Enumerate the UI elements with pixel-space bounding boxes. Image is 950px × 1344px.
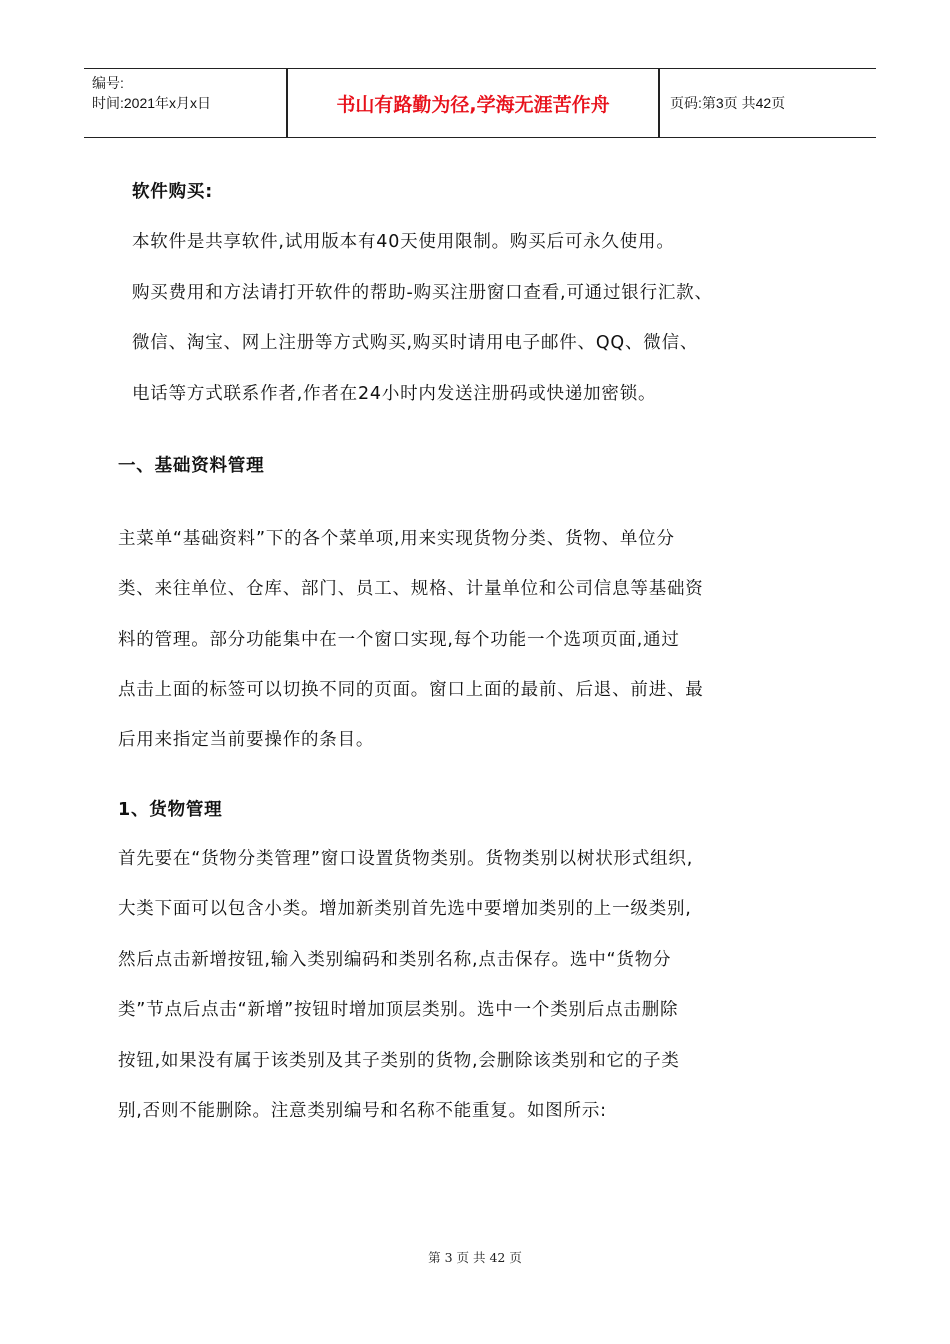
purchase-line: 购买费用和方法请打开软件的帮助-购买注册窗口查看,可通过银行汇款、 xyxy=(132,283,713,303)
header-divider xyxy=(658,69,660,137)
header-time-label: 时间:2021年x月x日 xyxy=(92,95,212,111)
header-page-info: 页码:第3页 共42页 xyxy=(670,95,786,111)
header-motto: 书山有路勤为径,学海无涯苦作舟 xyxy=(336,93,610,116)
basic-info-line: 点击上面的标签可以切换不同的页面。窗口上面的最前、后退、前进、最 xyxy=(118,680,704,700)
goods-line: 别,否则不能删除。注意类别编号和名称不能重复。如图所示: xyxy=(118,1101,607,1121)
goods-line: 按钮,如果没有属于该类别及其子类别的货物,会删除该类别和它的子类 xyxy=(118,1051,680,1071)
header-meta xyxy=(92,73,211,113)
page-header xyxy=(84,68,876,138)
header-number-label: 编号: xyxy=(92,75,124,91)
purchase-line: 微信、淘宝、网上注册等方式购买,购买时请用电子邮件、QQ、微信、 xyxy=(132,333,699,353)
basic-info-line: 后用来指定当前要操作的条目。 xyxy=(118,730,375,750)
header-divider xyxy=(286,69,288,137)
goods-heading: 1、货物管理 xyxy=(118,800,223,820)
purchase-line: 本软件是共享软件,试用版本有40天使用限制。购买后可永久使用。 xyxy=(132,232,675,252)
basic-info-heading: 一、基础资料管理 xyxy=(118,456,265,476)
basic-info-line: 主菜单“基础资料”下的各个菜单项,用来实现货物分类、货物、单位分 xyxy=(118,529,675,549)
purchase-line: 电话等方式联系作者,作者在24小时内发送注册码或快递加密锁。 xyxy=(132,384,657,404)
goods-line: 类”节点后点击“新增”按钮时增加顶层类别。选中一个类别后点击删除 xyxy=(118,1000,679,1020)
basic-info-line: 类、来往单位、仓库、部门、员工、规格、计量单位和公司信息等基础资 xyxy=(118,579,704,599)
goods-line: 首先要在“货物分类管理”窗口设置货物类别。货物类别以树状形式组织, xyxy=(118,849,694,869)
goods-line: 然后点击新增按钮,输入类别编码和类别名称,点击保存。选中“货物分 xyxy=(118,950,672,970)
goods-line: 大类下面可以包含小类。增加新类别首先选中要增加类别的上一级类别, xyxy=(118,899,692,919)
basic-info-line: 料的管理。部分功能集中在一个窗口实现,每个功能一个选项页面,通过 xyxy=(118,630,680,650)
purchase-heading: 软件购买: xyxy=(132,182,213,202)
page-footer: 第 3 页 共 42 页 xyxy=(428,1250,522,1265)
